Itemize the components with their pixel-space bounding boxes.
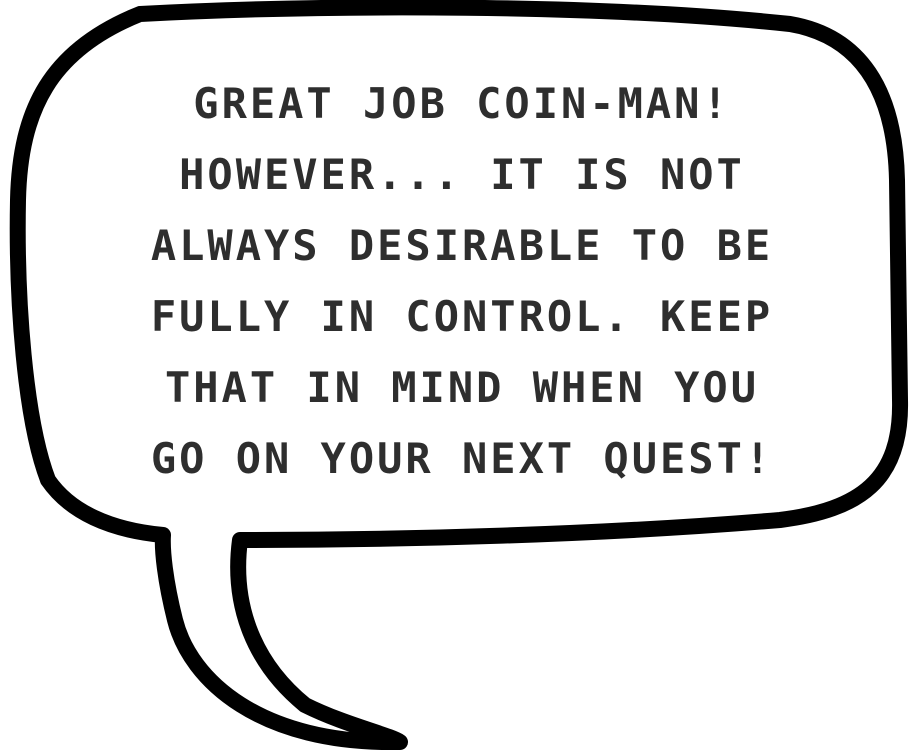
dialogue-line-1: GREAT JOB COIN-MAN! [193,79,731,128]
dialogue-line-4: FULLY IN CONTROL. KEEP [150,292,774,341]
dialogue-line-2: HOWEVER... IT IS NOT [179,150,745,199]
dialogue-text [60,68,864,494]
dialogue-line-6: GO ON YOUR NEXT QUEST! [150,434,774,483]
dialogue-line-5: THAT IN MIND WHEN YOU [164,363,759,412]
dialogue-line-3: ALWAYS DESIRABLE TO BE [150,221,774,270]
